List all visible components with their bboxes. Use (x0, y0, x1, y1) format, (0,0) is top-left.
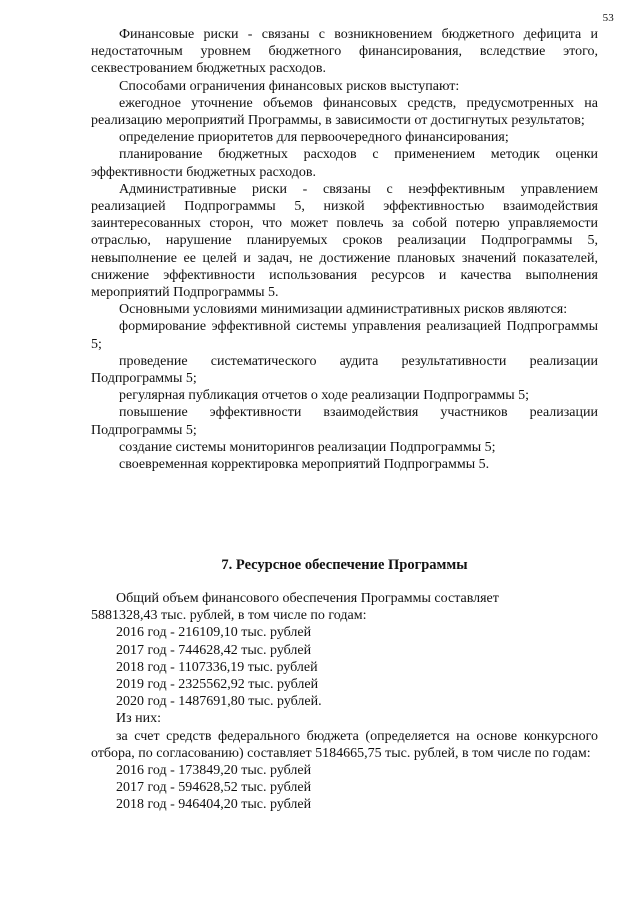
funding-year-2017: 2017 год - 744628,42 тыс. рублей (116, 642, 312, 658)
federal-year-2017: 2017 год - 594628,52 тыс. рублей (116, 780, 312, 796)
section-title: 7. Ресурсное обеспечение Программы (221, 557, 468, 573)
funding-intro-line-1: Общий объем финансового обеспечения Программы составляет (116, 591, 499, 606)
paragraph-reports: регулярная публикация отчетов о ходе реализации Подпрограммы 5; (119, 388, 530, 404)
funding-year-2020: 2020 год - 1487691,80 тыс. рублей. (116, 694, 322, 710)
paragraph-correction: своевременная корректировка мероприятий Подпрограммы 5. (119, 457, 490, 473)
paragraph-budget-planning: планирование бюджетных расходов с применением методик оценки эффективности бюджетных расходов. (91, 147, 598, 180)
paragraph-annual-refinement: ежегодное уточнение объемов финансовых средств, предусмотренных на реализацию мероприятий Программы, в зависимости от достигнутых результатов; (91, 95, 598, 129)
funding-year-2018: 2018 год - 1107336,19 тыс. рублей (116, 659, 318, 675)
paragraph-priorities: определение приоритетов для первоочередного финансирования; (119, 130, 509, 146)
paragraph-minimization-conditions: Основными условиями минимизации административных рисков являются: (119, 302, 568, 318)
paragraph-monitoring: создание системы мониторингов реализации Подпрограммы 5; (119, 439, 496, 455)
paragraph-financial-risk-methods: Способами ограничения финансовых рисков выступают: (119, 78, 460, 94)
federal-funding-text: за счет средств федерального бюджета (определяется на основе конкурсного отбора, по согласованию) составляет 5184665,75 тыс. рублей, в том числе по годам: (91, 728, 598, 761)
paragraph-administrative-risks: Административные риски - связаны с неэффективным управлением реализацией Подпрограммы 5, низкой эффективностью взаимодействия заинтересованных сторон, что может повлечь за собой потерю управляемости отраслью, нарушение планируемых сроков реализации Подпрограммы 5, невыполнение ее целей и задач, не достижение плановых значений показателей, снижение эффективности использования ресурсов и качества выполнения мероприятий Подпрограммы 5. (91, 181, 598, 301)
risks-text (91, 26, 598, 473)
funding-year-2019: 2019 год - 2325562,92 тыс. рублей (116, 677, 319, 693)
page-number: 53 (602, 12, 614, 24)
paragraph-audit: проведение систематического аудита результативности реализации Подпрограммы 5; (91, 353, 598, 387)
funding-intro-line-2: 5881328,43 тыс. рублей, в том числе по годам: (91, 608, 367, 624)
paragraph-interaction: повышение эффективности взаимодействия участников реализации Подпрограммы 5; (91, 405, 598, 438)
funding-of-them: Из них: (116, 711, 162, 727)
federal-year-2016: 2016 год - 173849,20 тыс. рублей (116, 763, 312, 779)
funding-year-2016: 2016 год - 216109,10 тыс. рублей (116, 625, 312, 641)
paragraph-financial-risks: Финансовые риски - связаны с возникновением бюджетного дефицита и недостаточным уровнем бюджетного финансирования, вследствие этого, секвестрованием бюджетных расходов. (91, 27, 598, 77)
paragraph-management-system: формирование эффективной системы управления реализацией Подпрограммы 5; (91, 319, 598, 352)
funding-section (91, 590, 598, 814)
federal-year-2018: 2018 год - 946404,20 тыс. рублей (116, 797, 312, 813)
